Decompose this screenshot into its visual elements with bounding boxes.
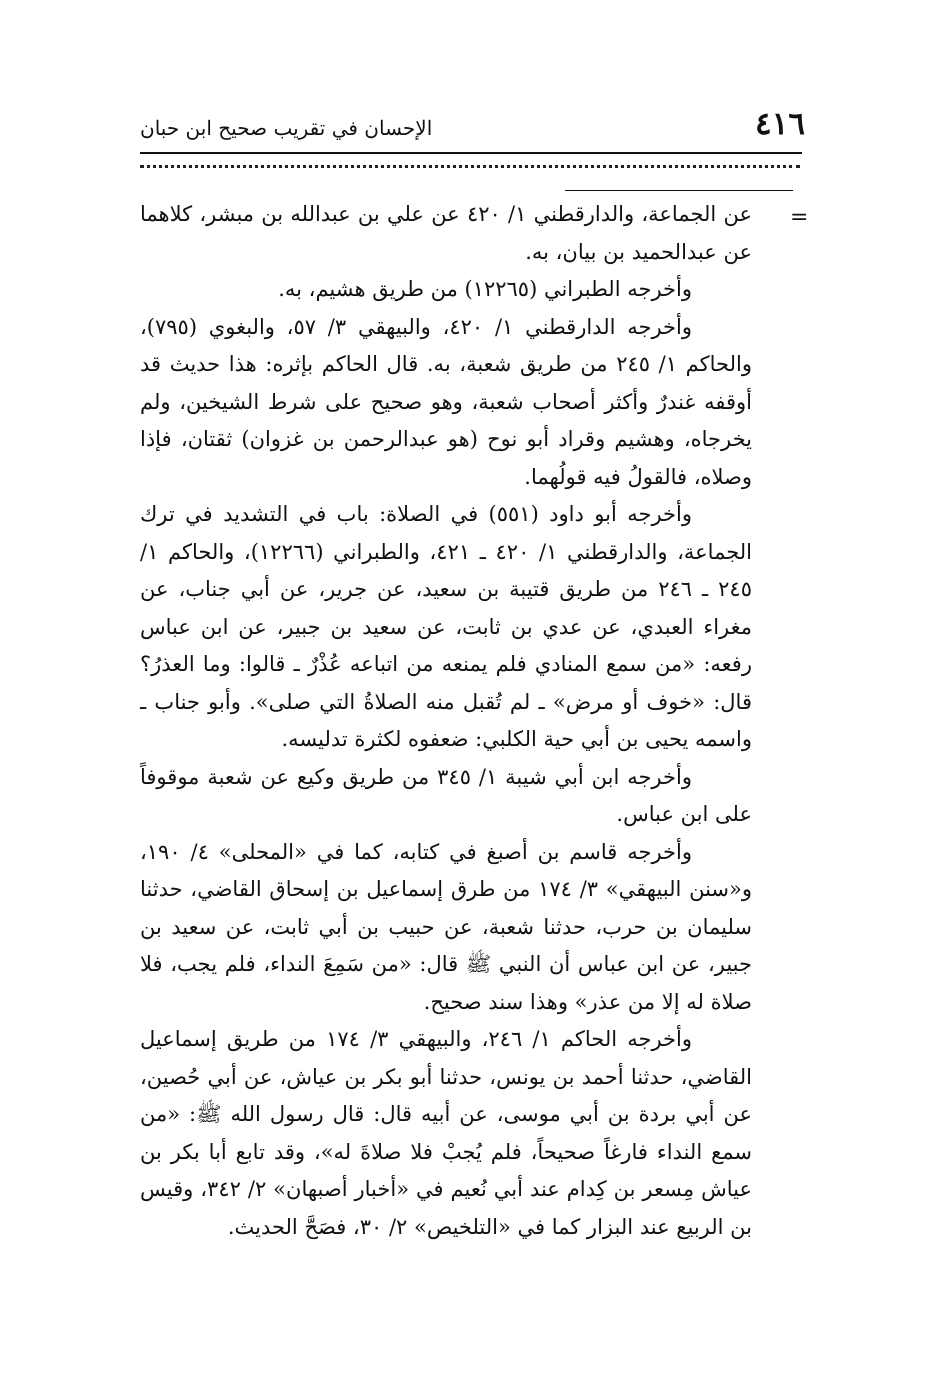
dotted-separator <box>140 165 800 168</box>
paragraph-2: وأخرجه الطبراني (١٢٢٦٥) من طريق هشيم، به. <box>278 277 692 301</box>
running-title: الإحسان في تقريب صحيح ابن حبان <box>140 116 433 140</box>
continuation-mark: = <box>790 205 809 230</box>
paragraph-4: وأخرجه أبو داود (٥٥١) في الصلاة: باب في التشديد في ترك الجماعة، والدارقطني ١/ ٤٢٠ ـ ٤٢١، والطبراني (١٢٢٦٦)، والحاكم ١/ ٢٤٥ ـ ٢٤٦ من طريق قتيبة بن سعيد، عن جرير، عن أبي جناب، عن مغراء العبدي، عن عدي بن ثابت، عن سعيد بن جبير، عن ابن عباس رفعه: «من سمع المنادي فلم يمنعه من اتباعه عُذْرٌ ـ قالوا: وما العذرُ؟ قال: «خوف أو مرض» ـ لم تُقبل منه الصلاةُ التي صلى». وأبو جناب ـ واسمه يحيى بن أبي حية الكلبي: ضعفوه لكثرة تدليسه. <box>140 502 753 751</box>
paragraph-3: وأخرجه الدارقطني ١/ ٤٢٠، والبيهقي ٣/ ٥٧، والبغوي (٧٩٥)، والحاكم ١/ ٢٤٥ من طريق شعبة، به. قال الحاكم بإثره: هذا حديث قد أوقفه غندرٌ وأكثر أصحاب شعبة، وهو صحيح على شرط الشيخين، ولم يخرجاه، وهشيم وقراد أبو نوح (هو عبدالرحمن بن غزوان) ثقتان، فإذا وصلاه، فالقولُ فيه قولُهما. <box>140 314 752 489</box>
footnote-body <box>140 196 752 1246</box>
paragraph-6: وأخرجه قاسم بن أصبغ في كتابه، كما في «المحلى» ٤/ ١٩٠، و«سنن البيهقي» ٣/ ١٧٤ من طرق إسماعيل بن إسحاق القاضي، حدثنا سليمان بن حرب، حدثنا شعبة، عن حبيب بن أبي ثابت، عن سعيد بن جبير، عن ابن عباس أن النبي ﷺ قال: «من سَمِعَ النداء، فلم يجب، فلا صلاة له إلا من عذر» وهذا سند صحيح. <box>140 839 752 1014</box>
paragraph-1: عن الجماعة، والدارقطني ١/ ٤٢٠ عن علي بن عبدالله بن مبشر، كلاهما عن عبدالحميد بن بيان، به. <box>140 202 752 264</box>
header-rule <box>140 152 802 154</box>
page-number: ٤١٦ <box>755 106 805 142</box>
footnote-rule <box>565 190 793 191</box>
paragraph-7: وأخرجه الحاكم ١/ ٢٤٦، والبيهقي ٣/ ١٧٤ من طريق إسماعيل القاضي، حدثنا أحمد بن يونس، حدثنا أبو بكر بن عياش، عن أبي حُصين، عن أبي بردة بن أبي موسى، عن أبيه قال: قال رسول الله ﷺ: «من سمع النداء فارغاً صحيحاً، فلم يُجبْ فلا صلاةَ له»، وقد تابع أبا بكر بن عياش مِسعر بن كِدام عند أبي نُعيم في «أخبار أصبهان» ٢/ ٣٤٢، وقيس بن الربيع عند البزار كما في «التلخيص» ٢/ ٣٠، فصَحَّ الحديث. <box>140 1027 752 1239</box>
paragraph-5: وأخرجه ابن أبي شيبة ١/ ٣٤٥ من طريق وكيع عن شعبة موقوفاً على ابن عباس. <box>140 764 752 826</box>
